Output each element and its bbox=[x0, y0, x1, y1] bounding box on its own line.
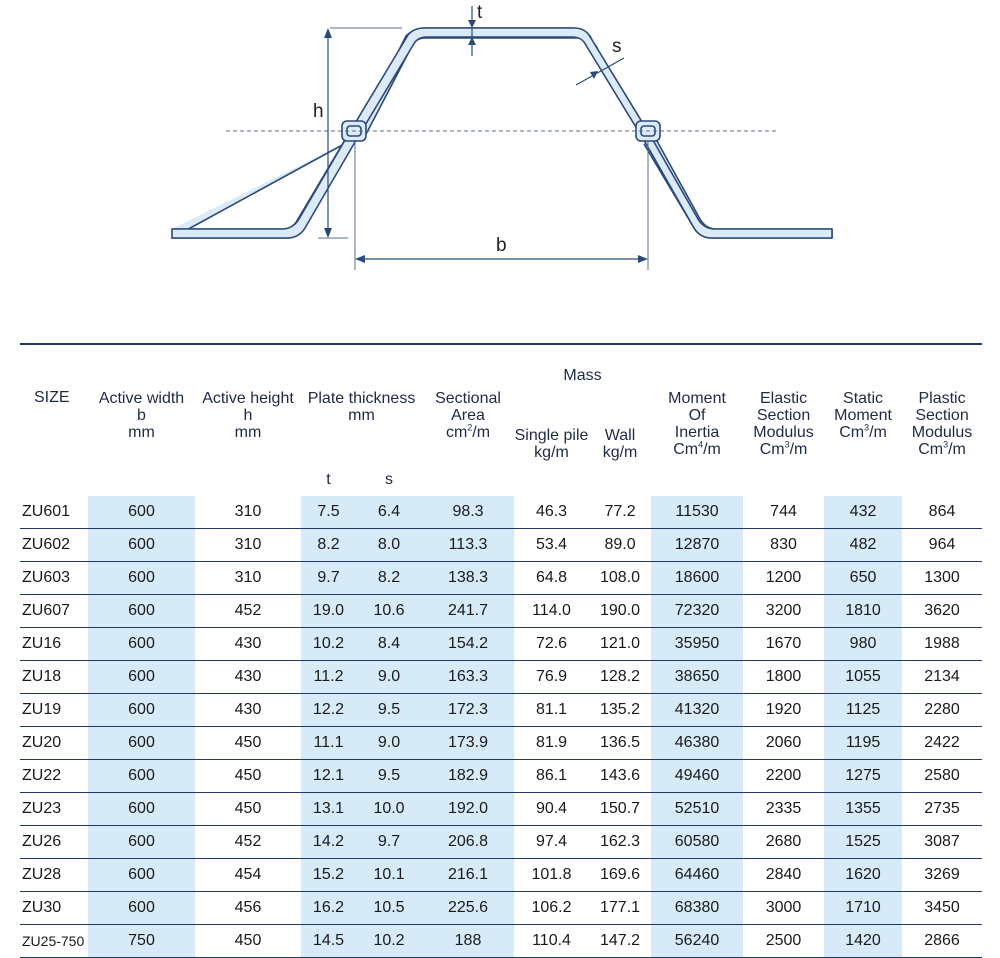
cell-elastic-section-modulus: 2680 bbox=[743, 826, 824, 859]
cell-elastic-section-modulus: 1200 bbox=[743, 562, 824, 595]
table-row bbox=[20, 925, 982, 958]
cell-active-height: 452 bbox=[195, 595, 301, 628]
cell-plastic-section-modulus: 3450 bbox=[902, 892, 982, 925]
header-single-pile-unit: kg/m bbox=[534, 444, 569, 461]
header-active-height-title: Active height bbox=[202, 390, 294, 407]
cell-single-pile-mass: 46.3 bbox=[514, 496, 589, 529]
cell-active-width: 600 bbox=[88, 628, 195, 661]
header-mass: Mass bbox=[563, 367, 602, 384]
cell-moment-of-inertia: 72320 bbox=[651, 595, 743, 628]
header-sm-line1: Static bbox=[843, 390, 884, 407]
cell-static-moment: 1620 bbox=[824, 859, 902, 892]
cell-size: ZU16 bbox=[20, 628, 88, 661]
cell-moment-of-inertia: 52510 bbox=[651, 793, 743, 826]
cell-static-moment: 1810 bbox=[824, 595, 902, 628]
cell-single-pile-mass: 81.9 bbox=[514, 727, 589, 760]
cell-sectional-area: 225.6 bbox=[422, 892, 514, 925]
cell-active-width: 750 bbox=[88, 925, 195, 958]
sheet-pile-profile-diagram bbox=[0, 0, 1000, 300]
cell-s: 9.7 bbox=[356, 826, 422, 859]
header-single-pile bbox=[514, 424, 589, 496]
header-moment-of-inertia bbox=[651, 344, 743, 496]
cell-elastic-section-modulus: 1800 bbox=[743, 661, 824, 694]
cell-s: 10.0 bbox=[356, 793, 422, 826]
cell-single-pile-mass: 101.8 bbox=[514, 859, 589, 892]
cell-moment-of-inertia: 60580 bbox=[651, 826, 743, 859]
header-wall-unit: kg/m bbox=[602, 444, 638, 461]
header-plastic-section-modulus bbox=[902, 344, 982, 496]
cell-sectional-area: 241.7 bbox=[422, 595, 514, 628]
cell-wall-mass: 108.0 bbox=[589, 562, 651, 595]
cell-plastic-section-modulus: 3269 bbox=[902, 859, 982, 892]
cell-s: 6.4 bbox=[356, 496, 422, 529]
table-row bbox=[20, 529, 982, 562]
cell-wall-mass: 77.2 bbox=[589, 496, 651, 529]
cell-static-moment: 1055 bbox=[824, 661, 902, 694]
cell-wall-mass: 121.0 bbox=[589, 628, 651, 661]
cell-sectional-area: 163.3 bbox=[422, 661, 514, 694]
table-row bbox=[20, 661, 982, 694]
cell-wall-mass: 150.7 bbox=[589, 793, 651, 826]
cell-single-pile-mass: 81.1 bbox=[514, 694, 589, 727]
b-label: b bbox=[496, 235, 507, 256]
cell-active-width: 600 bbox=[88, 595, 195, 628]
cell-t: 13.1 bbox=[301, 793, 356, 826]
table-row bbox=[20, 859, 982, 892]
cell-elastic-section-modulus: 2335 bbox=[743, 793, 824, 826]
cell-elastic-section-modulus: 744 bbox=[743, 496, 824, 529]
cell-moment-of-inertia: 64460 bbox=[651, 859, 743, 892]
cell-size: ZU602 bbox=[20, 529, 88, 562]
cell-t: 16.2 bbox=[301, 892, 356, 925]
cell-elastic-section-modulus: 3200 bbox=[743, 595, 824, 628]
table-row bbox=[20, 595, 982, 628]
cell-static-moment: 1420 bbox=[824, 925, 902, 958]
header-plate-thickness-unit: mm bbox=[348, 407, 375, 424]
cell-plastic-section-modulus: 1988 bbox=[902, 628, 982, 661]
header-active-width-unit: mm bbox=[128, 424, 155, 441]
cell-static-moment: 482 bbox=[824, 529, 902, 562]
header-t: t bbox=[326, 471, 331, 488]
cell-sectional-area: 182.9 bbox=[422, 760, 514, 793]
cell-t: 11.2 bbox=[301, 661, 356, 694]
cell-elastic-section-modulus: 2060 bbox=[743, 727, 824, 760]
cell-static-moment: 1355 bbox=[824, 793, 902, 826]
cell-sectional-area: 138.3 bbox=[422, 562, 514, 595]
cell-plastic-section-modulus: 3620 bbox=[902, 595, 982, 628]
header-sm-unit: Cm$^3$/m bbox=[839, 422, 887, 441]
cell-size: ZU22 bbox=[20, 760, 88, 793]
cell-active-width: 600 bbox=[88, 661, 195, 694]
cell-s: 8.2 bbox=[356, 562, 422, 595]
header-sm-line2: Moment bbox=[834, 407, 892, 424]
cell-active-width: 600 bbox=[88, 496, 195, 529]
cell-single-pile-mass: 86.1 bbox=[514, 760, 589, 793]
cell-t: 19.0 bbox=[301, 595, 356, 628]
table-row bbox=[20, 826, 982, 859]
h-label: h bbox=[313, 101, 324, 122]
table-row bbox=[20, 892, 982, 925]
cell-elastic-section-modulus: 1670 bbox=[743, 628, 824, 661]
cell-elastic-section-modulus: 3000 bbox=[743, 892, 824, 925]
cell-size: ZU25-750 bbox=[20, 925, 88, 958]
header-sectional-area-title2: Area bbox=[451, 407, 485, 424]
cell-single-pile-mass: 53.4 bbox=[514, 529, 589, 562]
header-esm-unit: Cm$^3$/m bbox=[759, 439, 808, 458]
table-row bbox=[20, 727, 982, 760]
cell-sectional-area: 113.3 bbox=[422, 529, 514, 562]
cell-static-moment: 432 bbox=[824, 496, 902, 529]
cell-elastic-section-modulus: 830 bbox=[743, 529, 824, 562]
header-psm-unit: Cm$^3$/m bbox=[918, 439, 966, 458]
cell-size: ZU30 bbox=[20, 892, 88, 925]
cell-active-height: 310 bbox=[195, 496, 301, 529]
header-moi-unit: Cm$^4$/m bbox=[673, 439, 721, 458]
cell-t: 10.2 bbox=[301, 628, 356, 661]
cell-size: ZU28 bbox=[20, 859, 88, 892]
cell-single-pile-mass: 76.9 bbox=[514, 661, 589, 694]
cell-t: 14.2 bbox=[301, 826, 356, 859]
cell-t: 11.1 bbox=[301, 727, 356, 760]
cell-static-moment: 1195 bbox=[824, 727, 902, 760]
cell-plastic-section-modulus: 1300 bbox=[902, 562, 982, 595]
header-sectional-area-unit: $cm^2/m$ bbox=[445, 422, 491, 441]
cell-sectional-area: 154.2 bbox=[422, 628, 514, 661]
cell-static-moment: 1275 bbox=[824, 760, 902, 793]
cell-s: 9.5 bbox=[356, 694, 422, 727]
cell-static-moment: 1125 bbox=[824, 694, 902, 727]
header-plate-thickness bbox=[301, 344, 422, 424]
cell-t: 8.2 bbox=[301, 529, 356, 562]
header-wall bbox=[589, 424, 651, 496]
cell-static-moment: 1525 bbox=[824, 826, 902, 859]
cell-wall-mass: 89.0 bbox=[589, 529, 651, 562]
cell-active-width: 600 bbox=[88, 727, 195, 760]
profile-outline bbox=[172, 28, 832, 238]
cell-single-pile-mass: 64.8 bbox=[514, 562, 589, 595]
cell-single-pile-mass: 90.4 bbox=[514, 793, 589, 826]
cell-active-height: 450 bbox=[195, 760, 301, 793]
t-label: t bbox=[477, 2, 483, 23]
sheet-pile-specification-table bbox=[20, 343, 982, 958]
table-row bbox=[20, 793, 982, 826]
cell-plastic-section-modulus: 3087 bbox=[902, 826, 982, 859]
cell-size: ZU607 bbox=[20, 595, 88, 628]
cell-wall-mass: 128.2 bbox=[589, 661, 651, 694]
table-row bbox=[20, 496, 982, 529]
cell-s: 10.2 bbox=[356, 925, 422, 958]
cell-plastic-section-modulus: 2735 bbox=[902, 793, 982, 826]
header-single-pile-title: Single pile bbox=[514, 427, 589, 444]
header-active-width bbox=[88, 344, 195, 496]
cell-wall-mass: 143.6 bbox=[589, 760, 651, 793]
header-s: s bbox=[385, 471, 393, 488]
cell-active-width: 600 bbox=[88, 562, 195, 595]
cell-active-height: 430 bbox=[195, 661, 301, 694]
cell-active-height: 450 bbox=[195, 793, 301, 826]
cell-moment-of-inertia: 18600 bbox=[651, 562, 743, 595]
cell-sectional-area: 98.3 bbox=[422, 496, 514, 529]
cell-plastic-section-modulus: 2580 bbox=[902, 760, 982, 793]
cell-wall-mass: 190.0 bbox=[589, 595, 651, 628]
header-moi-line3: Inertia bbox=[674, 424, 720, 441]
cell-sectional-area: 188 bbox=[422, 925, 514, 958]
cell-active-width: 600 bbox=[88, 826, 195, 859]
cell-active-height: 454 bbox=[195, 859, 301, 892]
header-size: SIZE bbox=[34, 389, 70, 406]
cell-sectional-area: 173.9 bbox=[422, 727, 514, 760]
header-sectional-area-title: Sectional bbox=[435, 390, 501, 407]
cell-t: 7.5 bbox=[301, 496, 356, 529]
cell-single-pile-mass: 110.4 bbox=[514, 925, 589, 958]
table-row bbox=[20, 760, 982, 793]
cell-static-moment: 980 bbox=[824, 628, 902, 661]
cell-s: 8.4 bbox=[356, 628, 422, 661]
table-row bbox=[20, 694, 982, 727]
cell-size: ZU18 bbox=[20, 661, 88, 694]
cell-plastic-section-modulus: 2422 bbox=[902, 727, 982, 760]
cell-t: 12.2 bbox=[301, 694, 356, 727]
cell-active-width: 600 bbox=[88, 859, 195, 892]
cell-active-width: 600 bbox=[88, 694, 195, 727]
header-active-height-symbol: h bbox=[243, 407, 253, 424]
cell-single-pile-mass: 106.2 bbox=[514, 892, 589, 925]
cell-t: 9.7 bbox=[301, 562, 356, 595]
cell-active-width: 600 bbox=[88, 892, 195, 925]
cell-wall-mass: 135.2 bbox=[589, 694, 651, 727]
header-psm-line3: Modulus bbox=[911, 424, 973, 441]
cell-sectional-area: 172.3 bbox=[422, 694, 514, 727]
cell-wall-mass: 147.2 bbox=[589, 925, 651, 958]
cell-elastic-section-modulus: 2200 bbox=[743, 760, 824, 793]
cell-wall-mass: 177.1 bbox=[589, 892, 651, 925]
s-label: s bbox=[612, 36, 622, 57]
cell-size: ZU26 bbox=[20, 826, 88, 859]
cell-moment-of-inertia: 38650 bbox=[651, 661, 743, 694]
cell-plastic-section-modulus: 2134 bbox=[902, 661, 982, 694]
cell-static-moment: 650 bbox=[824, 562, 902, 595]
table-header bbox=[20, 344, 982, 496]
cell-moment-of-inertia: 56240 bbox=[651, 925, 743, 958]
header-wall-title: Wall bbox=[604, 427, 636, 444]
header-active-width-symbol: b bbox=[137, 407, 146, 424]
cell-s: 9.0 bbox=[356, 727, 422, 760]
cell-active-height: 430 bbox=[195, 628, 301, 661]
header-active-height bbox=[195, 344, 301, 496]
cell-size: ZU19 bbox=[20, 694, 88, 727]
cell-s: 9.0 bbox=[356, 661, 422, 694]
cell-sectional-area: 192.0 bbox=[422, 793, 514, 826]
cell-elastic-section-modulus: 1920 bbox=[743, 694, 824, 727]
header-plate-thickness-title: Plate thickness bbox=[307, 390, 416, 407]
cell-moment-of-inertia: 12870 bbox=[651, 529, 743, 562]
header-elastic-section-modulus bbox=[743, 344, 824, 496]
cell-s: 8.0 bbox=[356, 529, 422, 562]
cell-active-height: 310 bbox=[195, 562, 301, 595]
header-esm-line2: Section bbox=[756, 407, 811, 424]
cell-active-height: 450 bbox=[195, 727, 301, 760]
header-moi-line1: Moment bbox=[668, 390, 726, 407]
cell-t: 14.5 bbox=[301, 925, 356, 958]
table-row bbox=[20, 562, 982, 595]
cell-sectional-area: 206.8 bbox=[422, 826, 514, 859]
cell-single-pile-mass: 114.0 bbox=[514, 595, 589, 628]
cell-sectional-area: 216.1 bbox=[422, 859, 514, 892]
cell-active-height: 456 bbox=[195, 892, 301, 925]
header-static-moment bbox=[824, 344, 902, 496]
cell-plastic-section-modulus: 864 bbox=[902, 496, 982, 529]
cell-single-pile-mass: 72.6 bbox=[514, 628, 589, 661]
header-active-width-title: Active width bbox=[98, 390, 185, 407]
table-row bbox=[20, 628, 982, 661]
cell-moment-of-inertia: 11530 bbox=[651, 496, 743, 529]
header-psm-line2: Section bbox=[915, 407, 969, 424]
profile-body bbox=[172, 28, 832, 238]
cell-active-height: 310 bbox=[195, 529, 301, 562]
cell-active-height: 430 bbox=[195, 694, 301, 727]
cell-wall-mass: 136.5 bbox=[589, 727, 651, 760]
header-esm-line3: Modulus bbox=[753, 424, 814, 441]
cell-plastic-section-modulus: 964 bbox=[902, 529, 982, 562]
cell-active-width: 600 bbox=[88, 760, 195, 793]
cell-moment-of-inertia: 35950 bbox=[651, 628, 743, 661]
cell-moment-of-inertia: 46380 bbox=[651, 727, 743, 760]
cell-elastic-section-modulus: 2840 bbox=[743, 859, 824, 892]
cell-s: 10.1 bbox=[356, 859, 422, 892]
cell-moment-of-inertia: 49460 bbox=[651, 760, 743, 793]
cell-moment-of-inertia: 68380 bbox=[651, 892, 743, 925]
header-sectional-area bbox=[422, 344, 514, 496]
cell-active-width: 600 bbox=[88, 793, 195, 826]
header-esm-line1: Elastic bbox=[759, 390, 808, 407]
cell-size: ZU20 bbox=[20, 727, 88, 760]
cell-single-pile-mass: 97.4 bbox=[514, 826, 589, 859]
cell-active-width: 600 bbox=[88, 529, 195, 562]
cell-active-height: 452 bbox=[195, 826, 301, 859]
cell-wall-mass: 162.3 bbox=[589, 826, 651, 859]
cell-size: ZU603 bbox=[20, 562, 88, 595]
cell-t: 12.1 bbox=[301, 760, 356, 793]
cell-wall-mass: 169.6 bbox=[589, 859, 651, 892]
cell-s: 9.5 bbox=[356, 760, 422, 793]
header-active-height-unit: mm bbox=[234, 424, 262, 441]
cell-elastic-section-modulus: 2500 bbox=[743, 925, 824, 958]
cell-plastic-section-modulus: 2280 bbox=[902, 694, 982, 727]
specification-table-container bbox=[20, 343, 982, 958]
cell-active-height: 450 bbox=[195, 925, 301, 958]
cell-s: 10.5 bbox=[356, 892, 422, 925]
cell-size: ZU601 bbox=[20, 496, 88, 529]
cell-plastic-section-modulus: 2866 bbox=[902, 925, 982, 958]
header-moi-line2: Of bbox=[688, 407, 706, 424]
cell-s: 10.6 bbox=[356, 595, 422, 628]
cell-t: 15.2 bbox=[301, 859, 356, 892]
cell-size: ZU23 bbox=[20, 793, 88, 826]
table-body bbox=[20, 496, 982, 958]
cell-moment-of-inertia: 41320 bbox=[651, 694, 743, 727]
cell-static-moment: 1710 bbox=[824, 892, 902, 925]
header-psm-line1: Plastic bbox=[918, 390, 966, 407]
